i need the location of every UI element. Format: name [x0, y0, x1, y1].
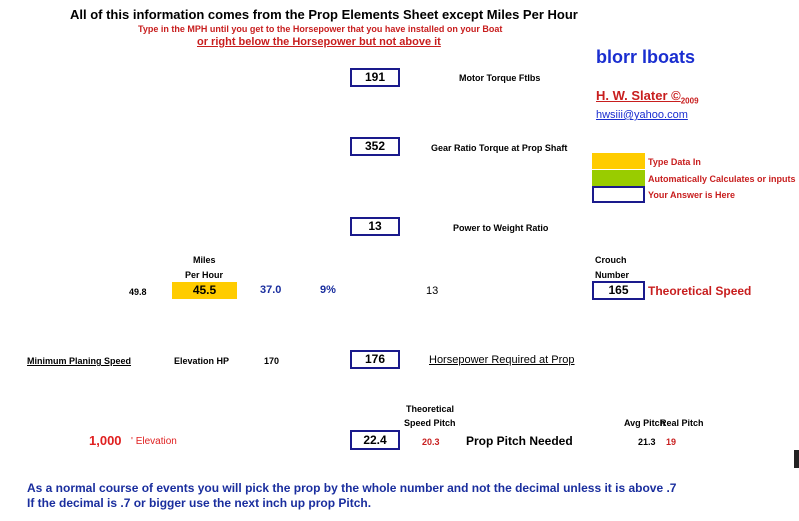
- pitch-needed-value: 22.4: [350, 430, 400, 450]
- instruction-line-1: Type in the MPH until you get to the Horsepower that you have installed on your Boat: [138, 24, 503, 34]
- min-planing-label: Minimum Planing Speed: [27, 356, 132, 366]
- speed-left-value: 49.8: [129, 287, 147, 297]
- motor-torque-label: Motor Torque Ftlbs: [459, 73, 541, 83]
- legend-label-answer: Your Answer is Here: [648, 190, 736, 200]
- legend-swatch-input: [592, 153, 645, 169]
- crouch-speed-label: Theoretical Speed: [648, 284, 752, 298]
- theo-header-line1: Theoretical: [406, 404, 455, 414]
- mph-input[interactable]: 45.5: [172, 282, 237, 299]
- mph-header-line2: Per Hour: [185, 270, 224, 280]
- motor-torque-value: 191: [350, 68, 400, 87]
- footer-line-1: As a normal course of events you will pick the prop by the whole number and not the decimal unless it is above .7: [27, 481, 677, 495]
- speed-plain-value: 13: [426, 285, 439, 297]
- theo-header-line2: Speed Pitch: [404, 418, 456, 428]
- mph-header-line1: Miles: [193, 255, 216, 265]
- crouch-header-line2: Number: [595, 270, 630, 280]
- avg-pitch-header: Avg Pitch: [624, 418, 666, 428]
- speed-calc-value: 37.0: [260, 284, 282, 296]
- speed-percent: 9%: [320, 284, 336, 296]
- hp-required-value: 176: [350, 350, 400, 369]
- theo-speed-pitch-value: 20.3: [422, 437, 440, 447]
- footer-line-2: If the decimal is .7 or bigger use the next inch up prop Pitch.: [27, 496, 372, 510]
- crouch-speed-value: 165: [592, 281, 645, 300]
- crouch-header-line1: Crouch: [595, 255, 627, 265]
- hp-required-label: Horsepower Required at Prop: [429, 354, 575, 366]
- real-pitch-header: Real Pitch: [660, 418, 704, 428]
- brand-name: blorr lboats: [596, 47, 696, 67]
- gear-torque-value: 352: [350, 137, 400, 156]
- power-weight-label: Power to Weight Ratio: [453, 223, 549, 233]
- elevation-hp-label: Elevation HP: [174, 356, 230, 366]
- legend-swatch-calc: [592, 170, 645, 186]
- author-credit: H. W. Slater $©_{2009}$: [596, 88, 699, 106]
- legend-label-calc: Automatically Calculates or inputs: [648, 174, 796, 184]
- pitch-needed-label: Prop Pitch Needed: [466, 434, 573, 448]
- email-link[interactable]: hwsiii@yahoo.com: [596, 109, 688, 121]
- page-title: All of this information comes from the Prop Elements Sheet except Miles Per Hour: [70, 7, 578, 22]
- real-pitch-value: 19: [666, 437, 677, 447]
- instruction-line-2: or right below the Horsepower but not above it: [197, 36, 441, 48]
- gear-torque-label: Gear Ratio Torque at Prop Shaft: [431, 143, 568, 153]
- elevation-label: ' Elevation: [131, 436, 177, 447]
- legend-label-input: Type Data In: [648, 157, 701, 167]
- power-weight-value: 13: [350, 217, 400, 236]
- offscreen-fragment: [794, 450, 799, 468]
- elevation-hp-value: 170: [264, 356, 280, 366]
- elevation-value: 1,000: [89, 433, 122, 448]
- legend-swatch-answer: [592, 186, 645, 203]
- avg-pitch-value: 21.3: [638, 437, 656, 447]
